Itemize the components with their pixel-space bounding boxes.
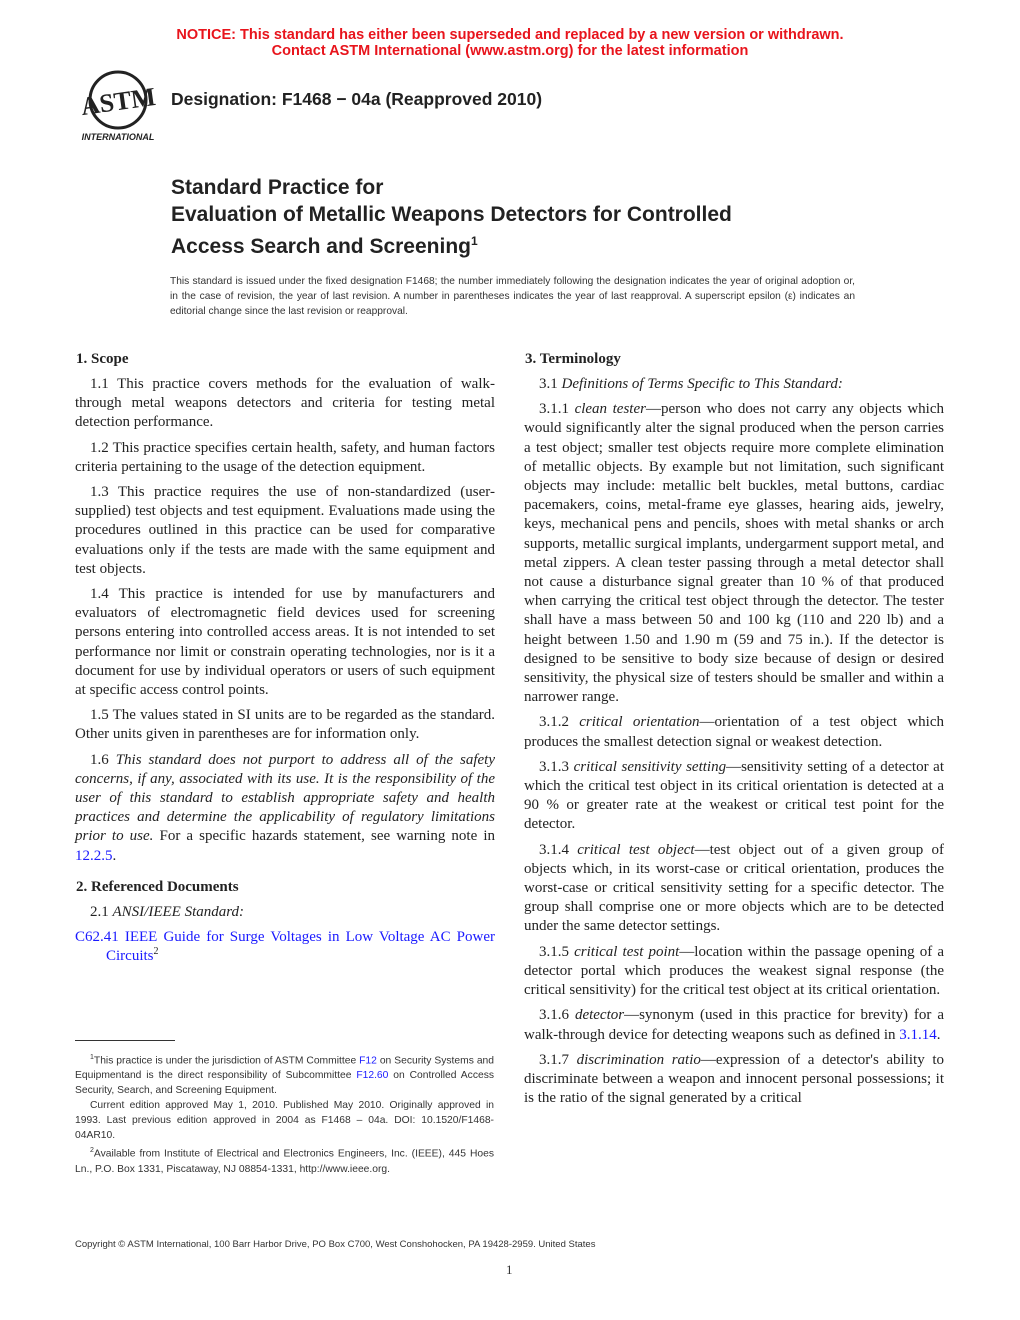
footnote-mark: 2	[90, 1147, 94, 1155]
text: —test object out of a given group of objects which, in its worst-case or critical orientation, produces the worst-case or critical sensitivity setting for a specific detector. The group shall comprise one or more objects which are to be detected under the same detector settings.	[524, 841, 945, 935]
paragraph	[75, 903, 495, 922]
text: 3.1.1	[539, 401, 575, 418]
paragraph	[524, 400, 944, 707]
subcommittee-link[interactable]: F12.60	[356, 1070, 389, 1082]
section-heading	[76, 878, 495, 897]
term: detector	[574, 1007, 625, 1024]
svg-text:INTERNATIONAL: INTERNATIONAL	[81, 132, 155, 142]
astm-logo	[76, 68, 160, 144]
cross-reference-link[interactable]: 3.1.14	[899, 1026, 937, 1043]
paragraph	[75, 585, 495, 700]
text: 3.1	[539, 376, 562, 392]
paragraph	[524, 1006, 944, 1044]
cross-reference-link[interactable]: C62.41	[75, 929, 119, 946]
text: 1.6	[90, 751, 116, 768]
term: critical sensitivity setting	[573, 758, 727, 775]
text: 2. Referenced Documents	[76, 878, 239, 895]
text: 3. Terminology	[525, 351, 621, 367]
text: 1.3 This practice requires the use of non-standardized (user-supplied) test objects and test equipment. Evaluations made using the procedures outlined in this practice can be used for comparative evaluations only if the tests are made with the same equipment and test objects.	[75, 484, 495, 577]
text: 3.1.3	[539, 758, 574, 775]
paragraph	[75, 483, 495, 579]
text: 1.4 This practice is intended for use by manufacturers and evaluators of electromagnetic field devices used for screening persons entering into controlled access areas. It is not intended to set performance nor limit or constrain operating technologies, nor is it a document for use by individual operators or users of such equipment at specific access control points.	[75, 586, 495, 699]
section-heading	[76, 350, 495, 369]
footnote-text: This practice is under the jurisdiction of ASTM Committee	[93, 1055, 360, 1067]
title-line: Access Search and Screening	[171, 235, 471, 258]
designation: Designation: F1468 − 04a (Reapproved 2010)	[171, 89, 543, 109]
notice-line-2: Contact ASTM International (www.astm.org) for the latest information	[271, 43, 749, 59]
text: —person who does not carry any objects which would significantly alter the signal produced when the person carries a test object; smaller test objects require more complete elimination of metallic objects. By example but not limitation, such significant objects may include: metallic belt buckles, metal buttons, cardiac pacemakers, coins, metal-frame eye glasses, hearing aids, jewelry, keys, mechanical pens and pencils, shoes with metal shanks or arch supports, metallic surgical implants, undergarment support metal, and metal zippers. A clean tester passing through a metal detector shall not cause a disturbance signal greater than 10 % of that produced when carrying the critical test object through the detector. The tester shall have a mass between 50 and 100 kg (110 and 220 lb) and a height between 1.50 and 1.90 m (59 and 75 in.). If the detector is designed to be sensitive to body size because of design or desired sensitivity, the physical size of testers should be smaller and within a narrower range.	[524, 401, 944, 706]
title-line: Evaluation of Metallic Weapons Detectors for Controlled	[171, 203, 732, 226]
text: 3.1.6	[539, 1007, 575, 1024]
text: —sensitivity setting of a detector at which the critical test object in its critical orientation is detected at a 90 % or greater rate at the weakest or critical test point for the detector.	[524, 758, 945, 833]
footnotes	[75, 1050, 494, 1177]
paragraph	[524, 713, 944, 751]
text: .	[112, 847, 117, 864]
paragraph	[524, 1051, 944, 1109]
copyright: Copyright © ASTM International, 100 Barr Harbor Drive, PO Box C700, West Conshohocken, PA 19428-2959. United States	[75, 1239, 596, 1250]
text: —expression of a detector's ability to discriminate between a weapon and innocent personal possessions; it is the ratio of the signal generated by a critical	[524, 1051, 944, 1107]
text: 2.1	[90, 903, 113, 920]
left-column	[75, 350, 495, 972]
text: 1.5 The values stated in SI units are to be regarded as the standard. Other units given in parentheses are for information only.	[75, 707, 495, 743]
paragraph	[75, 439, 495, 477]
paragraph	[524, 943, 944, 1001]
committee-link[interactable]: F12	[359, 1055, 377, 1067]
svg-text:ASTM: ASTM	[78, 81, 158, 122]
footnote-text: on Security Systems and Equipmentand is the direct responsibility of Subcommittee	[75, 1055, 494, 1082]
text: —orientation of a test object which produces the smallest detection signal or weakest detection.	[524, 714, 944, 750]
term: Definitions of Terms Specific to This Standard:	[561, 376, 843, 392]
footnote-ref: 2	[153, 946, 159, 958]
paragraph	[524, 841, 944, 937]
supersede-notice	[0, 27, 1020, 59]
title-line: Standard Practice for	[171, 176, 384, 199]
text: .	[936, 1026, 941, 1043]
term: This standard does not purport to address all of the safety concerns, if any, associated with its use. It is the responsibility of the user of this standard to establish appropriate safety and health practices and determine the applicability of regulatory limitations prior to use.	[75, 751, 496, 845]
text: For a specific hazards statement, see warning note in	[153, 828, 495, 845]
text: 3.1.2	[539, 714, 580, 731]
page-number: 1	[506, 1262, 513, 1277]
text: 3.1.4	[539, 841, 578, 858]
term: clean tester	[574, 401, 646, 418]
paragraph	[524, 758, 944, 835]
text: 1. Scope	[76, 351, 129, 367]
section-heading	[525, 350, 944, 369]
paragraph	[75, 706, 495, 744]
edition-note: Current edition approved May 1, 2010. Published May 2010. Originally approved in 1993. Last previous edition approved in 2004 as F1468 – 04a. DOI: 10.1520/F1468-04AR10.	[75, 1100, 494, 1142]
term: critical test point	[574, 943, 680, 960]
term: ANSI/IEEE Standard:	[112, 903, 245, 920]
term: critical test object	[577, 841, 695, 858]
footnote-text: Available from Institute of Electrical and Electronics Engineers, Inc. (IEEE), 445 Hoes Ln., P.O. Box 1331, Piscataway, NJ 08854-1331, http://www.ieee.org.	[75, 1148, 494, 1175]
paragraph	[75, 751, 495, 866]
paragraph	[524, 375, 944, 394]
cross-reference-link[interactable]: 12.2.5	[75, 847, 113, 864]
footnote-mark: 1	[90, 1054, 94, 1061]
text: 1.1 This practice covers methods for the evaluation of walk-through metal weapons detectors and criteria for testing metal detection performance.	[75, 376, 495, 431]
issuance-note: This standard is issued under the fixed designation F1468; the number immediately following the designation indicates the year of original adoption or, in the case of revision, the year of last revision. A number in parentheses indicates the year of last reapproval. A superscript epsilon (ε) indicates an editorial change since the last revision or reapproval.	[170, 276, 855, 317]
footnote-text: on Controlled Access Security, Search, and Screening Equipment.	[75, 1070, 494, 1097]
notice-line-1: NOTICE: This standard has either been superseded and replaced by a new version or withdrawn.	[176, 27, 844, 43]
paragraph	[75, 375, 495, 433]
cross-reference-link[interactable]: IEEE Guide for Surge Voltages in Low Voltage AC Power Circuits	[106, 929, 495, 965]
right-column	[524, 350, 944, 1114]
text: 3.1.7	[539, 1051, 577, 1068]
text: —synonym (used in this practice for brevity) for a walk-through device for detecting weapons such as defined in	[524, 1007, 944, 1043]
text: 3.1.5	[539, 943, 575, 960]
term: discrimination ratio	[576, 1051, 701, 1068]
text: —location within the passage opening of a detector portal which produces the weakest signal response (the critical sensitivity) for the critical test object at its critical orientation.	[524, 943, 944, 999]
footnote-divider	[75, 1040, 175, 1041]
footnote-ref: 1	[470, 234, 478, 248]
text: 1.2 This practice specifies certain health, safety, and human factors criteria pertaining to the usage of the detection equipment.	[75, 439, 495, 475]
term: critical orientation	[579, 714, 700, 731]
page-title	[171, 174, 732, 260]
paragraph	[75, 928, 495, 966]
